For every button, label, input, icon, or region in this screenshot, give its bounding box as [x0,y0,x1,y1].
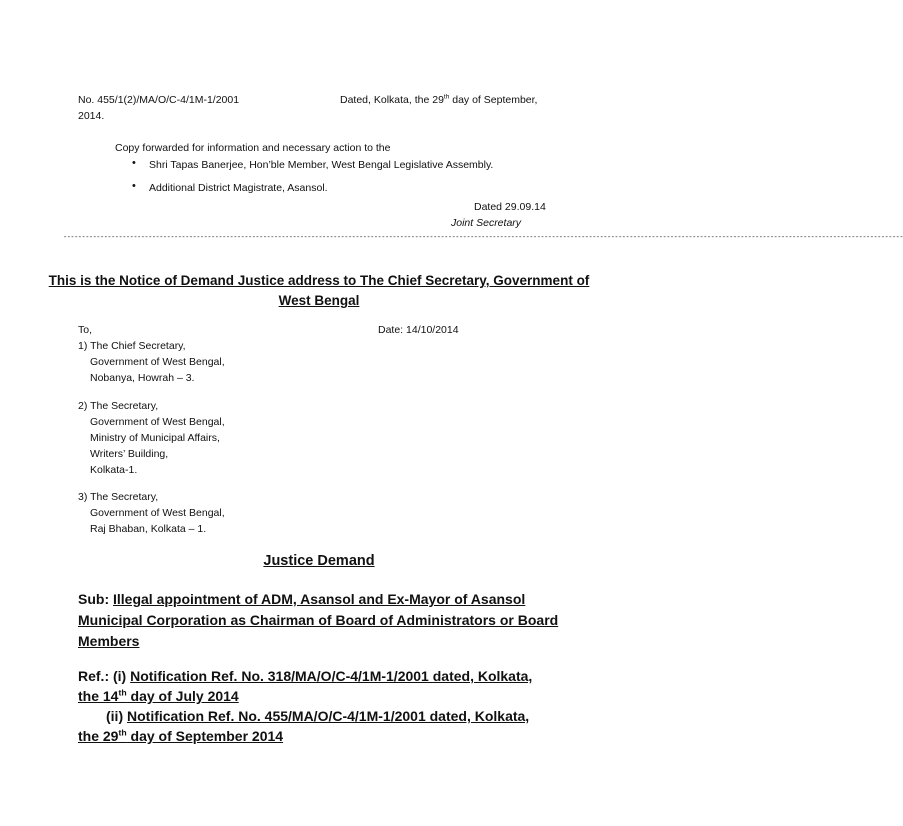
forward-signatory: Joint Secretary [451,217,522,229]
subject-line1: Sub: Illegal appointment of ADM, Asansol and Ex-Mayor of Asansol [78,591,526,607]
recipient-3-line: Government of West Bengal, [90,507,225,519]
separator-line: ----------------------------------------------------------------------------------------------------------------------------------------------------------------------------------------------------------------------------------- [63,234,903,242]
recipient-2-line: Kolkata-1. [90,464,138,476]
recipient-3-title: 3) The Secretary, [78,491,159,503]
subject-line2: Municipal Corporation as Chairman of Board of Administrators or Board [78,612,559,628]
recipient-1-title: 1) The Chief Secretary, [78,340,186,352]
recipient-3-line: Raj Bhaban, Kolkata – 1. [90,523,207,535]
forward-recipient-2: Additional District Magistrate, Asansol. [149,182,328,194]
forward-ref-number: No. 455/1(2)/MA/O/C-4/1M-1/2001 [78,94,240,106]
reference-2-line1: (ii) Notification Ref. No. 455/MA/O/C-4/1M-1/2001 dated, Kolkata, [106,708,530,724]
notice-date: Date: 14/10/2014 [378,324,459,336]
recipient-1-line: Government of West Bengal, [90,356,225,368]
subject-line3: Members [78,633,140,649]
notice-to: To, [78,324,93,336]
reference-1-line1: Ref.: (i) Notification Ref. No. 318/MA/O/C-4/1M-1/2001 dated, Kolkata, [78,668,533,684]
reference-2-line2: the 29th day of September 2014 [78,727,284,744]
forward-dated-line: Dated, Kolkata, the 29th day of September, [340,93,538,106]
notice-heading-line1: This is the Notice of Demand Justice address to The Chief Secretary, Government of [48,273,590,288]
notice-heading-line2: West Bengal [278,293,360,308]
forward-dated-short: Dated 29.09.14 [474,201,546,213]
bullet-icon: • [132,157,136,169]
forward-year: 2014. [78,110,105,122]
bullet-icon: • [132,180,136,192]
recipient-2-title: 2) The Secretary, [78,400,159,412]
recipient-1-line: Nobanya, Howrah – 3. [90,372,195,384]
justice-demand-title: Justice Demand [263,553,375,569]
forward-copy-line: Copy forwarded for information and necessary action to the [115,142,391,154]
recipient-2-line: Writers’ Building, [90,448,169,460]
reference-1-line2: the 14th day of July 2014 [78,687,239,704]
recipient-2-line: Ministry of Municipal Affairs, [90,432,220,444]
recipient-2-line: Government of West Bengal, [90,416,225,428]
forward-recipient-1: Shri Tapas Banerjee, Hon’ble Member, West Bengal Legislative Assembly. [149,159,494,171]
